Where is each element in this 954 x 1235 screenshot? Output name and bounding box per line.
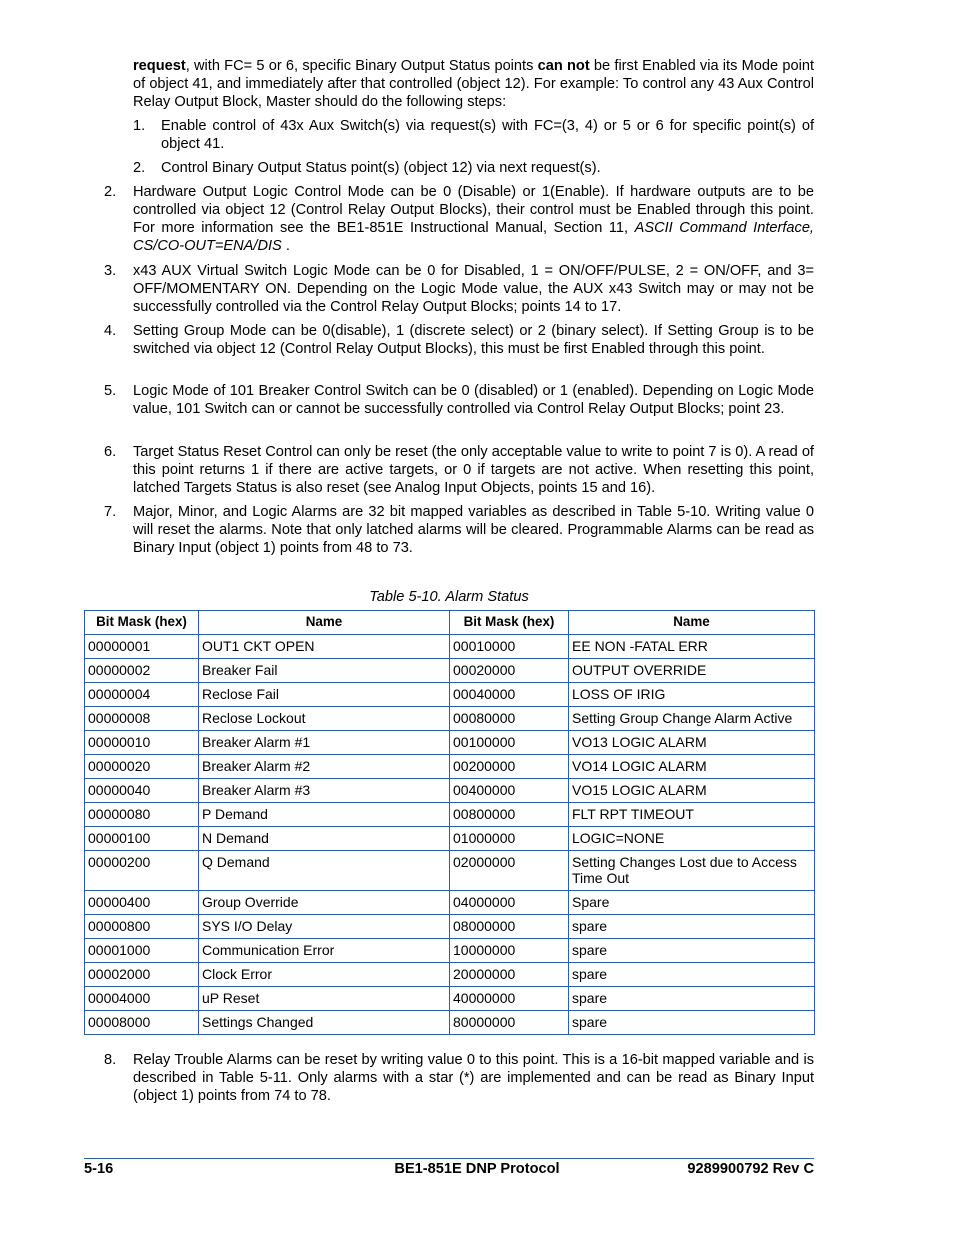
alarm-status-table <box>84 610 815 1035</box>
cell-bitmask-1: 00008000 <box>85 1011 199 1035</box>
table-body <box>85 635 815 1035</box>
cell-bitmask-2: 00800000 <box>450 803 569 827</box>
table-row <box>85 891 815 915</box>
table-row <box>85 803 815 827</box>
cell-name-2: Setting Changes Lost due to Access Time Out <box>569 851 815 891</box>
cell-name-2: spare <box>569 1011 815 1035</box>
header-bitmask-1: Bit Mask (hex) <box>85 611 199 635</box>
item-text-6: Target Status Reset Control can only be reset (the only acceptable value to write to point 7 is 0). A read of this point returns 1 if there are active targets, or 0 if targets are not active. When resetting this point, latched Targets Status is also reset (see Analog Input Objects, points 15 and 16). <box>133 444 814 496</box>
cell-name-2: OUTPUT OVERRIDE <box>569 659 815 683</box>
item-text-3: x43 AUX Virtual Switch Logic Mode can be 0 for Disabled, 1 = ON/OFF/PULSE, 2 = ON/OFF, and 3= OFF/MOMENTARY ON. Depending on the Logic Mode value, the AUX x43 Switch may or may not be successfully controlled via the Control Relay Output Blocks; points 14 to 17. <box>133 263 814 315</box>
cell-bitmask-1: 00001000 <box>85 939 199 963</box>
intro-bold-cannot: can not <box>537 58 590 74</box>
header-name-1: Name <box>199 611 450 635</box>
cell-bitmask-1: 00000080 <box>85 803 199 827</box>
cell-name-1: N Demand <box>199 827 450 851</box>
item-number-5: 5. <box>104 383 117 399</box>
cell-name-1: P Demand <box>199 803 450 827</box>
table-row <box>85 827 815 851</box>
cell-name-2: spare <box>569 915 815 939</box>
cell-bitmask-1: 00002000 <box>85 963 199 987</box>
table-row <box>85 707 815 731</box>
item-text-5: Logic Mode of 101 Breaker Control Switch can be 0 (disabled) or 1 (enabled). Depending on Logic Mode value, 101 Switch can or cannot be successfully controlled via Control Relay Output Blocks; point 23. <box>133 383 814 417</box>
cell-bitmask-1: 00000040 <box>85 779 199 803</box>
cell-bitmask-2: 08000000 <box>450 915 569 939</box>
intro-text-2: be first Enabled via its Mode point of object 41, and immediately after that controlled (object 12). For example: To control any 43 Aux Control Relay Output Block, Master should do the following steps: <box>133 58 814 110</box>
item-text-4: Setting Group Mode can be 0(disable), 1 (discrete select) or 2 (binary select). If Setting Group is to be switched via object 12 (Control Relay Output Blocks), this must be first Enabled through this point. <box>133 323 814 357</box>
cell-bitmask-2: 00080000 <box>450 707 569 731</box>
cell-bitmask-1: 00000800 <box>85 915 199 939</box>
footer-title: BE1-851E DNP Protocol <box>394 1161 560 1177</box>
header-name-2: Name <box>569 611 815 635</box>
header-bitmask-2: Bit Mask (hex) <box>450 611 569 635</box>
cell-bitmask-2: 01000000 <box>450 827 569 851</box>
cell-bitmask-1: 00000001 <box>85 635 199 659</box>
intro-paragraph <box>133 57 814 111</box>
table-row <box>85 963 815 987</box>
table-row <box>85 731 815 755</box>
table-row <box>85 939 815 963</box>
cell-name-1: Breaker Fail <box>199 659 450 683</box>
cell-bitmask-2: 00010000 <box>450 635 569 659</box>
cell-bitmask-1: 00000002 <box>85 659 199 683</box>
table-caption: Table 5-10. Alarm Status <box>369 589 529 605</box>
cell-name-1: Q Demand <box>199 851 450 891</box>
cell-name-2: Setting Group Change Alarm Active <box>569 707 815 731</box>
cell-name-2: VO14 LOGIC ALARM <box>569 755 815 779</box>
sub-item-number-1: 1. <box>133 118 146 134</box>
cell-bitmask-1: 00000100 <box>85 827 199 851</box>
item-number-2: 2. <box>104 184 117 200</box>
cell-name-1: Breaker Alarm #2 <box>199 755 450 779</box>
table-row <box>85 1011 815 1035</box>
cell-name-2: EE NON -FATAL ERR <box>569 635 815 659</box>
item-text-7: Major, Minor, and Logic Alarms are 32 bit mapped variables as described in Table 5-10. Writing value 0 will reset the alarms. Note that only latched alarms will be cleared. Programmable Alarms can be read as Binary Input (object 1) points from 48 to 73. <box>133 504 814 556</box>
sub-item-text-1: Enable control of 43x Aux Switch(s) via request(s) with FC=(3, 4) or 5 or 6 for specific point(s) of object 41. <box>161 118 814 152</box>
table-header-row <box>85 611 815 635</box>
cell-bitmask-1: 00004000 <box>85 987 199 1011</box>
item-2-tail: . <box>281 238 290 254</box>
cell-bitmask-2: 00040000 <box>450 683 569 707</box>
cell-name-2: spare <box>569 939 815 963</box>
cell-bitmask-2: 00020000 <box>450 659 569 683</box>
cell-bitmask-2: 10000000 <box>450 939 569 963</box>
cell-bitmask-2: 00400000 <box>450 779 569 803</box>
cell-name-2: VO15 LOGIC ALARM <box>569 779 815 803</box>
cell-name-1: Settings Changed <box>199 1011 450 1035</box>
item-number-6: 6. <box>104 444 117 460</box>
table-row <box>85 755 815 779</box>
table-row <box>85 851 815 891</box>
sub-item-text-2: Control Binary Output Status point(s) (object 12) via next request(s). <box>161 160 601 176</box>
cell-bitmask-1: 00000400 <box>85 891 199 915</box>
cell-bitmask-2: 40000000 <box>450 987 569 1011</box>
cell-name-1: Group Override <box>199 891 450 915</box>
footer-page-number: 5-16 <box>84 1161 114 1177</box>
cell-bitmask-1: 00000010 <box>85 731 199 755</box>
cell-bitmask-1: 00000004 <box>85 683 199 707</box>
cell-name-2: spare <box>569 963 815 987</box>
item-number-4: 4. <box>104 323 117 339</box>
footer-rule <box>84 1158 814 1159</box>
cell-bitmask-2: 02000000 <box>450 851 569 891</box>
item-number-7: 7. <box>104 504 117 520</box>
cell-bitmask-2: 00200000 <box>450 755 569 779</box>
cell-name-1: Clock Error <box>199 963 450 987</box>
cell-name-2: VO13 LOGIC ALARM <box>569 731 815 755</box>
cell-name-1: uP Reset <box>199 987 450 1011</box>
cell-name-1: Breaker Alarm #1 <box>199 731 450 755</box>
intro-text-1: , with FC= 5 or 6, specific Binary Output Status points <box>185 58 538 74</box>
item-2-italic: ASCII Command Interface, CS/CO-OUT=ENA/DIS <box>133 220 814 254</box>
table-row <box>85 987 815 1011</box>
cell-name-1: Reclose Lockout <box>199 707 450 731</box>
item-number-3: 3. <box>104 263 117 279</box>
footer-doc-number: 9289900792 Rev C <box>687 1161 814 1177</box>
intro-bold-request: request <box>133 58 186 74</box>
table-row <box>85 683 815 707</box>
table-row <box>85 635 815 659</box>
cell-bitmask-1: 00000200 <box>85 851 199 891</box>
cell-name-2: LOSS OF IRIG <box>569 683 815 707</box>
cell-name-2: Spare <box>569 891 815 915</box>
cell-bitmask-2: 00100000 <box>450 731 569 755</box>
cell-name-1: Communication Error <box>199 939 450 963</box>
cell-name-2: FLT RPT TIMEOUT <box>569 803 815 827</box>
cell-bitmask-2: 20000000 <box>450 963 569 987</box>
table-row <box>85 915 815 939</box>
cell-bitmask-1: 00000008 <box>85 707 199 731</box>
cell-name-1: Reclose Fail <box>199 683 450 707</box>
table-row <box>85 779 815 803</box>
cell-name-1: SYS I/O Delay <box>199 915 450 939</box>
cell-bitmask-2: 04000000 <box>450 891 569 915</box>
cell-bitmask-2: 80000000 <box>450 1011 569 1035</box>
sub-item-number-2: 2. <box>133 160 146 176</box>
table-row <box>85 659 815 683</box>
item-number-8: 8. <box>104 1052 117 1068</box>
item-2-body: Hardware Output Logic Control Mode can be 0 (Disable) or 1(Enable). If hardware outputs are to be controlled via object 12 (Control Relay Output Blocks), their control must be Enabled through this point. For more information see the BE1-851E Instructional Manual, Section 11, <box>133 184 814 236</box>
item-text-8: Relay Trouble Alarms can be reset by writing value 0 to this point. This is a 16-bit mapped variable and is described in Table 5-11. Only alarms with a star (*) are implemented and can be read as Binary Input (object 1) points from 74 to 78. <box>133 1052 814 1104</box>
cell-name-1: Breaker Alarm #3 <box>199 779 450 803</box>
cell-name-1: OUT1 CKT OPEN <box>199 635 450 659</box>
item-text-2 <box>133 183 814 255</box>
cell-name-2: LOGIC=NONE <box>569 827 815 851</box>
cell-name-2: spare <box>569 987 815 1011</box>
cell-bitmask-1: 00000020 <box>85 755 199 779</box>
